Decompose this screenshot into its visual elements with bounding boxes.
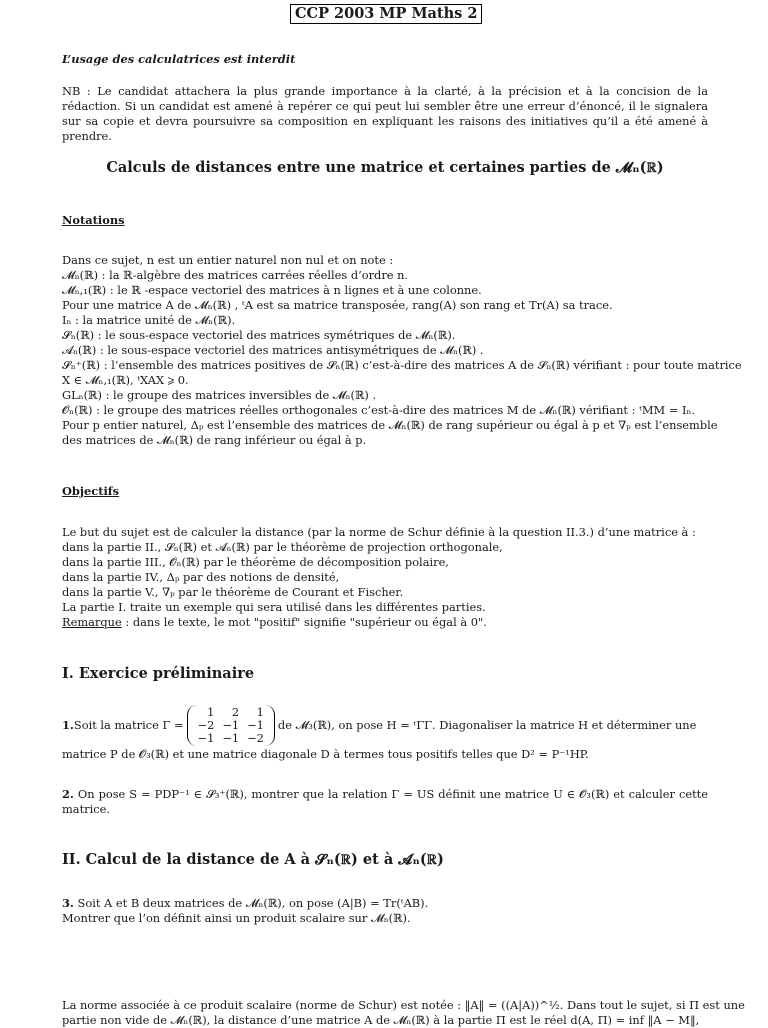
remarque-label: Remarque (62, 615, 122, 629)
question-1-suffix: de 𝓜₃(ℝ), on pose H = ᵗΓΓ. Diagonaliser la matrice H et déterminer une (277, 718, 697, 732)
norm-line: partie non vide de 𝓜ₙ(ℝ), la distance d’une matrice A de 𝓜ₙ(ℝ) à la partie Π est le réel d(A, Π) = inf ‖A − M‖, (62, 1013, 700, 1027)
notation-line: Pour une matrice A de 𝓜ₙ(ℝ) , ᵗA est sa matrice transposée, rang(A) son rang et Tr(A) sa trace. (62, 298, 613, 312)
matrix-cell: −2 (197, 718, 215, 732)
norm-line: La norme associée à ce produit scalaire (norme de Schur) est notée : ‖A‖ = ((A|A))^½. Dans tout le sujet, si Π est une (62, 998, 745, 1012)
question-3-line1 (62, 896, 708, 911)
objectif-line: dans la partie V., ∇ₚ par le théorème de Courant et Fischer. (62, 585, 404, 599)
notation-line: Iₙ : la matrice unité de 𝓜ₙ(ℝ). (62, 313, 236, 327)
notation-line: 𝓞ₙ(ℝ) : le groupe des matrices réelles orthogonales c’est-à-dire des matrices M de 𝓜ₙ(ℝ) vérifiant : ᵗMM = Iₙ. (62, 403, 696, 417)
matrix-cell: −1 (222, 718, 240, 732)
objectifs-heading: Objectifs (62, 484, 120, 498)
matrix-cell: 1 (207, 705, 215, 719)
main-title: Calculs de distances entre une matrice et certaines parties de 𝓜ₙ(ℝ) (106, 159, 664, 176)
objectif-line: dans la partie IV., Δₚ par des notions de densité, (62, 570, 340, 584)
notations-heading: Notations (62, 213, 125, 227)
notation-line: Pour p entier naturel, Δₚ est l’ensemble des matrices de 𝓜ₙ(ℝ) de rang supérieur ou égal à p et ∇ₚ est l’ensemble (62, 418, 718, 432)
matrix-cell: −1 (222, 731, 240, 745)
remarque-text: : dans le texte, le mot "positif" signifie "supérieur ou égal à 0". (121, 615, 487, 629)
matrix-cell: 2 (231, 705, 240, 719)
question-1-line2: matrice P de 𝓞₃(ℝ) et une matrice diagonale D à termes tous positifs telles que D² = P⁻¹HP. (62, 747, 589, 761)
matrix-cell: −1 (247, 718, 264, 732)
objectif-line: dans la partie II., 𝓢ₙ(ℝ) et 𝓐ₙ(ℝ) par le théorème de projection orthogonale, (62, 540, 503, 554)
notation-line: Dans ce sujet, n est un entier naturel non nul et on note : (62, 253, 394, 267)
question-2-text: On pose S = PDP⁻¹ ∈ 𝓢₃⁺(ℝ), montrer que la relation Γ = US définit une matrice U ∈ 𝓞₃(ℝ) et calculer cette matrice. (62, 787, 708, 816)
question-3 (62, 896, 708, 926)
question-1-prefix: Soit la matrice Γ = (73, 718, 184, 732)
objectifs-list (62, 525, 708, 630)
notation-line: GLₙ(ℝ) : le groupe des matrices inversibles de 𝓜ₙ(ℝ) . (62, 388, 377, 402)
nb-paragraph: NB : Le candidat attachera la plus grande importance à la clarté, à la précision et à la concision de la rédaction. Si un candidat est amené à repérer ce qui peut lui sembler être une erreur d’énoncé, il le signalera sur sa copie et devra poursuivre sa composition en expliquant les raisons des initiatives qu’il a été amené à prendre. (62, 84, 708, 143)
part2-heading: II. Calcul de la distance de A à 𝓢ₙ(ℝ) et à 𝓐ₙ(ℝ) (62, 851, 444, 868)
notation-line: 𝓢ₙ(ℝ) : le sous-espace vectoriel des matrices symétriques de 𝓜ₙ(ℝ). (62, 328, 456, 342)
matrix-cell: −1 (197, 731, 215, 745)
notations-list (62, 253, 742, 448)
notation-line: 𝓜ₙ,₁(ℝ) : le ℝ -espace vectoriel des matrices à n lignes et à une colonne. (62, 283, 482, 297)
question-2 (62, 787, 708, 817)
remarque-line (62, 615, 708, 630)
question-2-number: 2. (62, 787, 74, 801)
question-3-number: 3. (62, 896, 74, 910)
gamma-matrix (187, 705, 275, 746)
question-3-line2: Montrer que l’on définit ainsi un produit scalaire sur 𝓜ₙ(ℝ). (62, 911, 411, 925)
part1-heading: I. Exercice préliminaire (62, 665, 255, 682)
question-3-text: Soit A et B deux matrices de 𝓜ₙ(ℝ), on pose (A|B) = Tr(ᵗAB). (73, 896, 429, 910)
matrix-cell: −2 (247, 731, 264, 745)
exam-header: CCP 2003 MP Maths 2 (290, 4, 482, 24)
matrix-cell: 1 (256, 705, 264, 719)
objectif-line: dans la partie III., 𝓞ₙ(ℝ) par le théorème de décomposition polaire, (62, 555, 449, 569)
notation-line: 𝓢ₙ⁺(ℝ) : l’ensemble des matrices positives de 𝓢ₙ(ℝ) c’est-à-dire des matrices A de 𝓢ₙ(ℝ) vérifiant : pour toute matrice (62, 358, 742, 372)
objectif-line: La partie I. traite un exemple qui sera utilisé dans les différentes parties. (62, 600, 486, 614)
objectif-line: Le but du sujet est de calculer la distance (par la norme de Schur définie à la question II.3.) d’une matrice à : (62, 525, 696, 539)
calculator-note: L’usage des calculatrices est interdit (62, 52, 296, 66)
notation-line: des matrices de 𝓜ₙ(ℝ) de rang inférieur ou égal à p. (62, 433, 367, 447)
notation-line: 𝓜ₙ(ℝ) : la ℝ-algèbre des matrices carrées réelles d’ordre n. (62, 268, 409, 282)
notation-line: 𝓐ₙ(ℝ) : le sous-espace vectoriel des matrices antisymétriques de 𝓜ₙ(ℝ) . (62, 343, 484, 357)
notation-line: X ∈ 𝓜ₙ,₁(ℝ), ᵗXAX ⩾ 0. (62, 373, 189, 387)
question-1 (62, 705, 708, 762)
question-1-number: 1. (62, 718, 74, 732)
question-1-line1 (62, 705, 708, 746)
